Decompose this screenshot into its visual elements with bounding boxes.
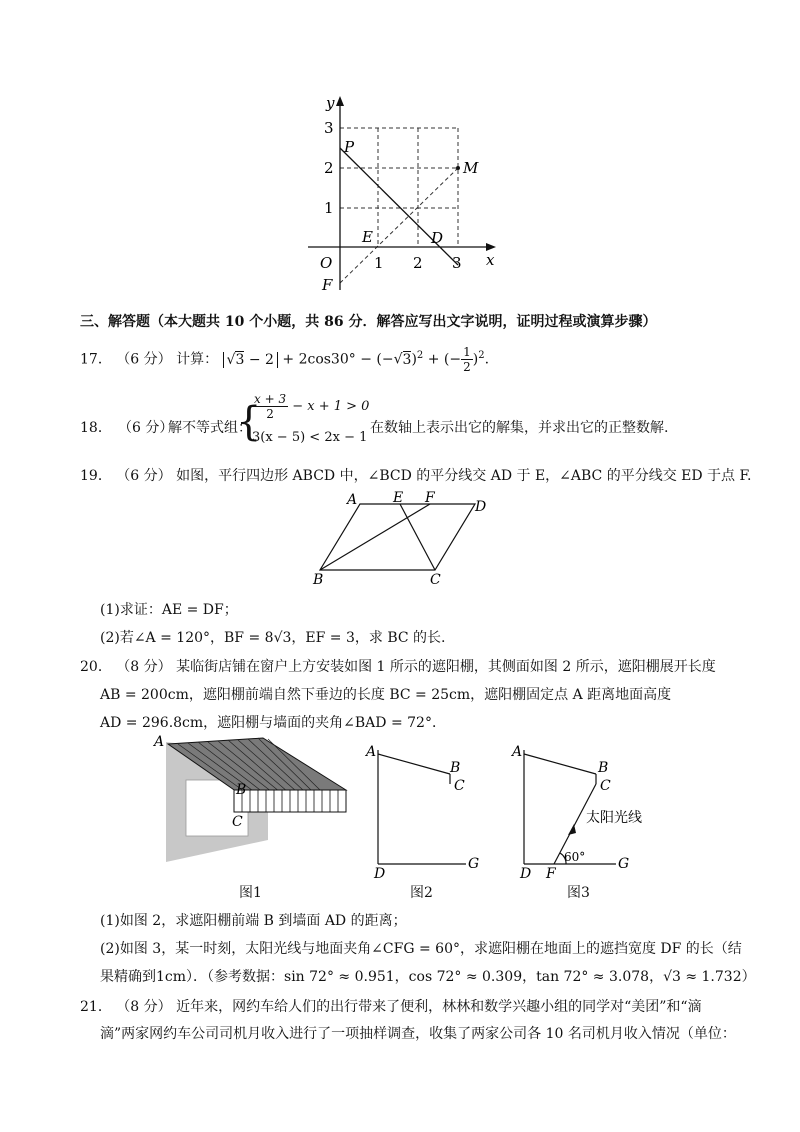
question-19 — [80, 465, 752, 485]
point-f-label: F — [322, 276, 333, 294]
q17-paren-close: ) — [411, 351, 417, 368]
q17-score: （6 分） — [116, 351, 172, 368]
q19-label-f: F — [425, 490, 435, 506]
q17-sqrt2-arg: 3 — [402, 351, 412, 368]
fig2-label-g: G — [468, 856, 480, 872]
q19-label-d: D — [475, 499, 487, 515]
q17-prefix: 计算： — [176, 351, 219, 368]
question-17: 17． （6 分） 计算： $√3 - 2 + 2\cos 30^\circ - (-√3)^2$ + (− $\frac{1}{2}$ )$^2$. — [80, 345, 490, 374]
q19-part-1: (1)求证：AE = DF； — [100, 602, 238, 618]
q19-score: （6 分） — [116, 468, 172, 484]
q19-number: 19． — [80, 468, 112, 484]
fig2-label-c: C — [454, 778, 465, 794]
q17-frac-num: 1 — [463, 345, 471, 359]
q17-end: . — [484, 351, 490, 368]
fig3-label-a: A — [512, 744, 523, 760]
q19-label-b: B — [313, 572, 324, 586]
y-tick-3: 3 — [324, 119, 334, 137]
y-tick-2: 2 — [324, 159, 334, 177]
q18-score: （6 分） — [118, 420, 174, 436]
q20-figure-2 — [364, 738, 494, 880]
point-m — [456, 166, 460, 170]
y-tick-1: 1 — [324, 199, 334, 217]
q17-cos-term: + 2cos30° − — [282, 351, 372, 368]
q20-score: （8 分） — [116, 659, 172, 675]
q18-brace: { — [236, 399, 262, 445]
coordinate-graph — [300, 90, 510, 300]
q20-line-1: 某临街店铺在窗户上方安装如图 1 所示的遮阳棚，其侧面如图 2 所示，遮阳棚展开长度 — [176, 659, 716, 675]
y-axis-label: y — [326, 94, 335, 112]
fig3-label-g: G — [618, 856, 630, 872]
q18-frac-den: 2 — [266, 407, 274, 421]
q19-label-c: C — [430, 572, 441, 586]
q21-line-1: 近年来，网约车给人们的出行带来了便利，林林和数学兴趣小组的同学对“美团”和“滴 — [176, 999, 702, 1015]
segment-ce — [400, 504, 435, 570]
q20-part-1: (1)如图 2，求遮阳棚前端 B 到墙面 AD 的距离； — [100, 913, 407, 929]
q18-prefix: 解不等式组： — [168, 420, 252, 436]
q20-line-2: AB = 200cm，遮阳棚前端自然下垂边的长度 BC = 25cm，遮阳棚固定点 A 距离地面高度 — [100, 687, 672, 703]
fig3-label-b: B — [598, 760, 609, 776]
q17-square-2: 2 — [478, 349, 485, 361]
q21-line-2: 滴”两家网约车公司司机月收入进行了一项抽样调查，收集了两家公司各 10 名司机月收入情况（单位： — [100, 1026, 736, 1042]
x-tick-2: 2 — [413, 254, 423, 272]
parallelogram-abcd — [320, 504, 475, 570]
q19-figure — [305, 488, 500, 586]
q17-paren-open: (− — [376, 351, 394, 368]
fig1-label-b: B — [236, 782, 247, 798]
q19-text: 如图，平行四边形 ABCD 中，∠BCD 的平分线交 AD 于 E，∠ABC 的平分线交 ED 于点 F. — [176, 468, 752, 484]
fig1-caption: 图1 — [239, 885, 262, 901]
q20-line-3: AD = 296.8cm，遮阳棚与墙面的夹角∠BAD = 72°． — [100, 715, 446, 731]
q20-figure-1 — [148, 732, 358, 902]
q17-minus-two: − 2 — [248, 351, 274, 368]
question-21 — [80, 996, 702, 1016]
grid-lines — [340, 128, 458, 283]
q17-plus: + — [427, 351, 440, 368]
fig3-label-d: D — [520, 866, 532, 880]
q17-number: 17． — [80, 351, 112, 368]
origin-label: O — [320, 254, 333, 272]
q18-frac-num: x + 3 — [254, 392, 287, 406]
fig2-label-a: A — [366, 744, 377, 760]
fig2-caption: 图2 — [410, 885, 433, 901]
q19-label-a: A — [347, 492, 358, 508]
q21-number: 21． — [80, 999, 112, 1015]
fig3-sun-label: 太阳光线 — [586, 810, 642, 826]
q20-figure-3 — [510, 738, 690, 880]
question-20 — [80, 656, 716, 676]
point-e-label: E — [362, 228, 373, 246]
q17-frac-den: 2 — [463, 360, 471, 374]
x-axis-label: x — [486, 251, 495, 269]
q18-inequality-1 — [252, 392, 369, 421]
fig2-label-b: B — [450, 760, 461, 776]
q18-suffix: 在数轴上表示出它的解集，并求出它的正整数解. — [370, 420, 669, 436]
fig3-caption: 图3 — [567, 885, 590, 901]
section-title: 三、解答题（本大题共 10 个小题，共 86 分．解答应写出文字说明，证明过程或演算步骤） — [80, 314, 657, 330]
point-p-label: P — [344, 138, 355, 156]
q21-score: （8 分） — [116, 999, 172, 1015]
point-d-label: D — [431, 229, 444, 247]
x-tick-3: 3 — [452, 254, 462, 272]
q19-part-2: (2)若∠A = 120°，BF = 8√3，EF = 3，求 BC 的长. — [100, 630, 446, 646]
fig2-label-d: D — [374, 866, 386, 880]
q18-inequality-2: 3(x − 5) < 2x − 1 — [252, 430, 368, 445]
x-tick-1: 1 — [374, 254, 384, 272]
q18-ineq1-rest: − x + 1 > 0 — [292, 399, 370, 414]
fig3-angle-label: 60° — [564, 850, 586, 864]
q19-label-e: E — [393, 490, 404, 506]
q20-part-2: (2)如图 3，某一时刻，太阳光线与地面夹角∠CFG = 60°，求遮阳棚在地面上的遮挡宽度 DF 的长（结 — [100, 941, 742, 957]
point-m-label: M — [463, 159, 479, 177]
q18-number: 18． — [80, 420, 112, 436]
segment-bf — [320, 504, 430, 570]
q20-number: 20． — [80, 659, 112, 675]
q20-part-3: 果精确到1cm）．（参考数据：sin 72° ≈ 0.951，cos 72° ≈ 0.309，tan 72° ≈ 3.078，√3 ≈ 1.732） — [100, 969, 756, 985]
fig1-label-c: C — [232, 814, 243, 830]
x-axis-arrow — [486, 243, 496, 251]
fig3-label-f: F — [546, 866, 556, 880]
y-axis-arrow — [336, 96, 344, 106]
q17-sqrt-arg: 3 — [235, 351, 245, 368]
fig1-label-a: A — [154, 734, 165, 750]
q17-square-1: 2 — [416, 349, 424, 361]
fig3-label-c: C — [600, 778, 611, 794]
